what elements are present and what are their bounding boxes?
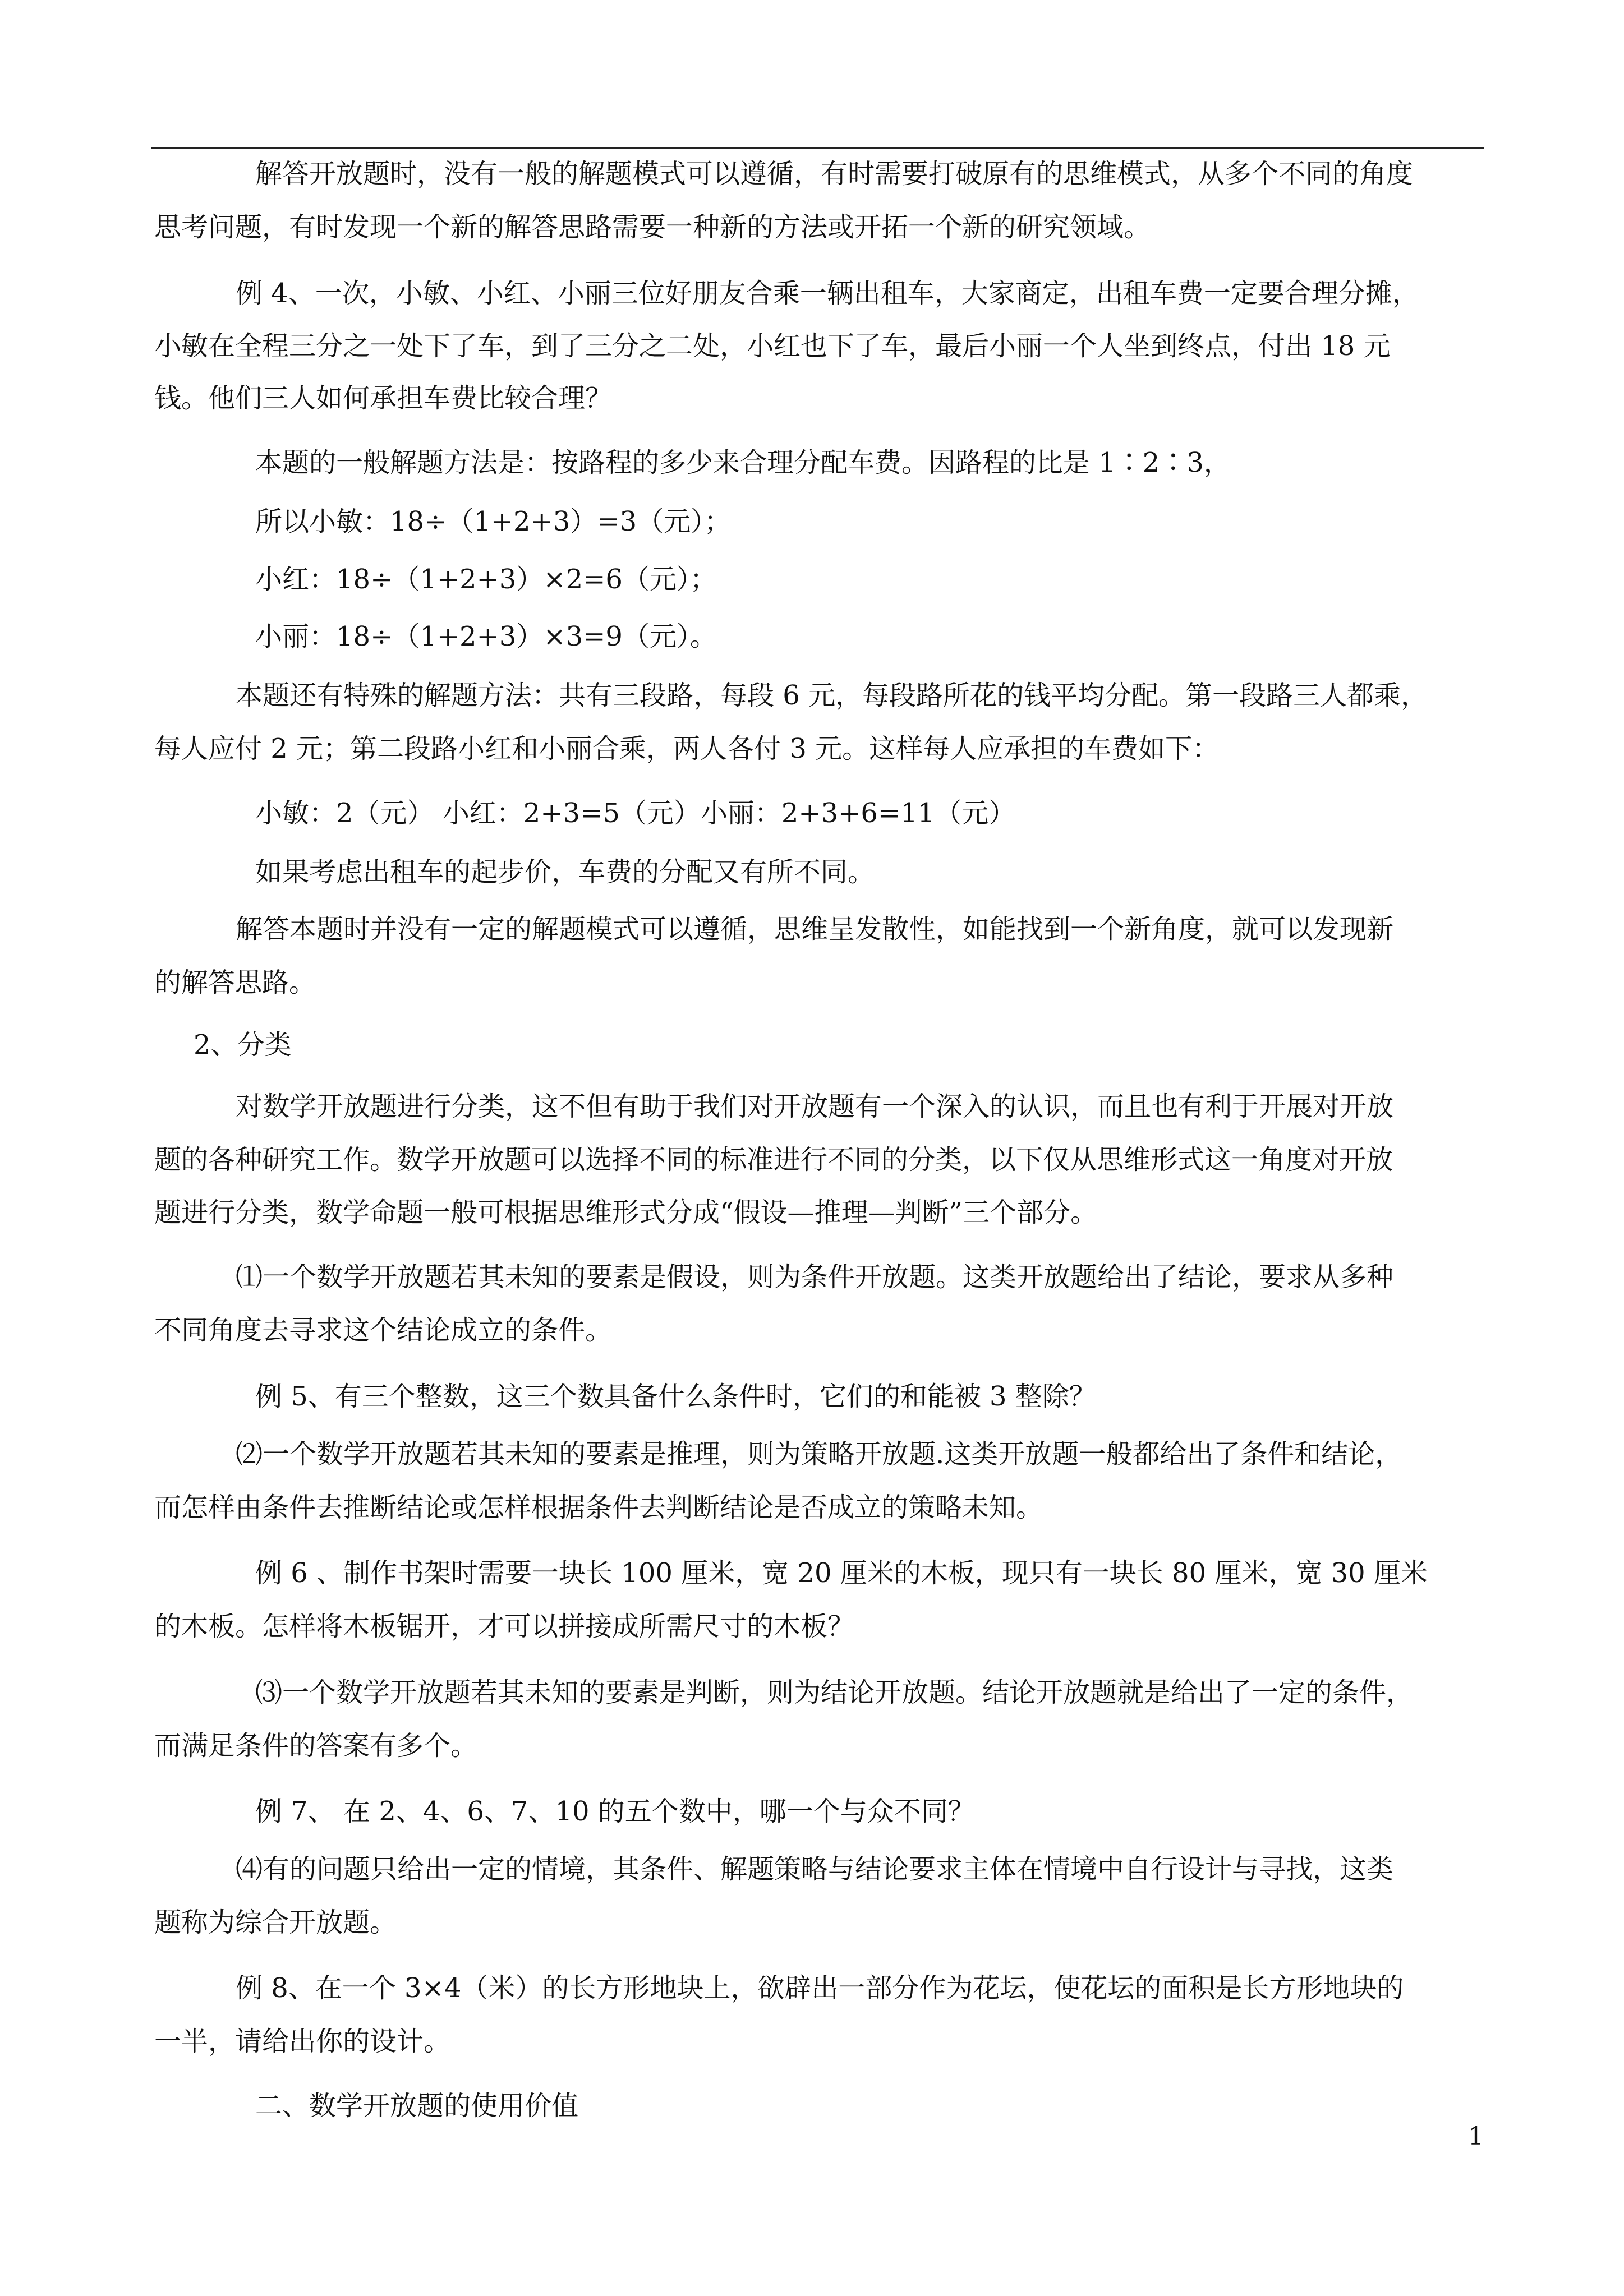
text-line: 小敏在全程三分之一处下了车，到了三分之二处，小红也下了车，最后小丽一个人坐到终点，付出 18 元 [154, 330, 1391, 362]
text-line: 思考问题，有时发现一个新的解答思路需要一种新的方法或开拓一个新的研究领域。 [154, 211, 1151, 243]
text-line: ⑵一个数学开放题若其未知的要素是推理，则为策略开放题.这类开放题一般都给出了条件和结论， [236, 1439, 1402, 1470]
text-line: 不同角度去寻求这个结论成立的条件。 [154, 1315, 613, 1346]
text-line: 例 6 、制作书架时需要一块长 100 厘米，宽 20 厘米的木板，现只有一块长 80 厘米，宽 30 厘米 [255, 1557, 1428, 1589]
text-line: 如果考虑出租车的起步价，车费的分配又有所不同。 [255, 856, 875, 888]
text-line: 的木板。怎样将木板锯开，才可以拼接成所需尺寸的木板？ [154, 1611, 855, 1642]
text-line: 每人应付 2 元；第二段路小红和小丽合乘，两人各付 3 元。这样每人应承担的车费如下： [154, 733, 1220, 764]
text-line: 例 5、有三个整数，这三个数具备什么条件时，它们的和能被 3 整除？ [255, 1381, 1096, 1412]
page-number: 1 [1468, 2122, 1484, 2151]
text-line: 小红：18÷（1+2+3）×2=6（元）； [255, 564, 717, 595]
section-heading: 二、数学开放题的使用价值 [255, 2090, 579, 2122]
text-line: 钱。他们三人如何承担车费比较合理？ [154, 382, 613, 414]
section-heading: 2、分类 [194, 1029, 292, 1061]
text-line: ⑷有的问题只给出一定的情境，其条件、解题策略与结论要求主体在情境中自行设计与寻找，这类 [236, 1854, 1394, 1885]
text-line: 一半，请给出你的设计。 [154, 2026, 451, 2057]
text-line: 而怎样由条件去推断结论或怎样根据条件去判断结论是否成立的策略未知。 [154, 1492, 1043, 1523]
text-line: 题进行分类，数学命题一般可根据思维形式分成“假设—推理—判断”三个部分。 [154, 1197, 1098, 1228]
text-line: 本题的一般解题方法是：按路程的多少来合理分配车费。因路程的比是 1∶2∶3， [255, 447, 1231, 478]
text-line: 所以小敏：18÷（1+2+3）=3（元）； [255, 506, 732, 537]
text-line: 解答开放题时，没有一般的解题模式可以遵循，有时需要打破原有的思维模式，从多个不同的角度 [255, 158, 1414, 190]
text-line: ⑴一个数学开放题若其未知的要素是假设，则为条件开放题。这类开放题给出了结论，要求从多种 [236, 1261, 1394, 1293]
text-line: 例 4、一次，小敏、小红、小丽三位好朋友合乘一辆出租车，大家商定，出租车费一定要合理分摊， [236, 278, 1419, 309]
text-line: 例 7、 在 2、4、6、7、10 的五个数中，哪一个与众不同？ [255, 1796, 975, 1827]
text-line: 例 8、在一个 3×4（米）的长方形地块上，欲辟出一部分作为花坛，使花坛的面积是长方形地块的 [236, 1972, 1404, 2004]
text-line: 本题还有特殊的解题方法：共有三段路，每段 6 元，每段路所花的钱平均分配。第一段路三人都乘， [236, 680, 1428, 711]
text-line: 题称为综合开放题。 [154, 1907, 397, 1938]
text-line: 解答本题时并没有一定的解题模式可以遵循，思维呈发散性，如能找到一个新角度，就可以发现新 [236, 914, 1394, 945]
text-line: ⑶一个数学开放题若其未知的要素是判断，则为结论开放题。结论开放题就是给出了一定的条件， [255, 1677, 1414, 1708]
text-line: 小敏：2（元） 小红：2+3=5（元）小丽：2+3+6=11（元） [255, 797, 1016, 829]
text-line: 对数学开放题进行分类，这不但有助于我们对开放题有一个深入的认识，而且也有利于开展对开放 [236, 1091, 1394, 1122]
text-line: 题的各种研究工作。数学开放题可以选择不同的标准进行不同的分类，以下仅从思维形式这一角度对开放 [154, 1144, 1393, 1175]
text-line: 而满足条件的答案有多个。 [154, 1730, 478, 1762]
text-line: 的解答思路。 [154, 967, 316, 998]
text-line: 小丽：18÷（1+2+3）×3=9（元）。 [255, 621, 717, 652]
